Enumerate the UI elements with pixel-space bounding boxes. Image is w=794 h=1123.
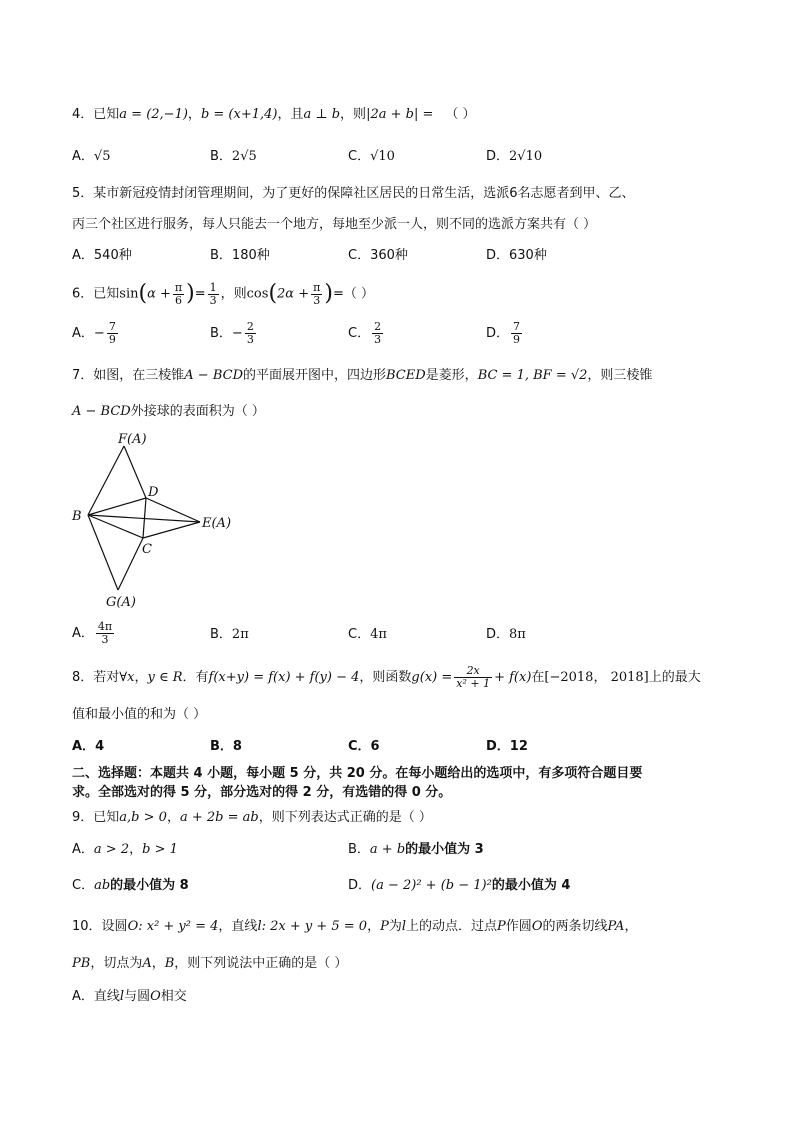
q7-option-a: A． $\frac{4\pi}{3}$ [72, 620, 113, 646]
pi-over-6-fraction: $\frac{\pi}{6}$ [174, 280, 183, 307]
q4-option-c: C．√10 [348, 149, 395, 164]
q6-option-c: C． $\frac{2}{3}$ [348, 320, 382, 346]
section-2-heading-line-1: 二、选择题：本题共 4 小题，每小题 5 分，共 20 分。在每小题给出的选项中，有多项符合题目要 [72, 766, 643, 781]
edge-FD [124, 446, 146, 498]
answer-paren: （ ） [445, 107, 476, 122]
section-2-heading-line-2: 求。全部选对的得 5 分，部分选对的得 2 分，有选错的得 0 分。 [72, 785, 452, 800]
edge-CG [118, 538, 143, 590]
q6-option-b: B．− $\frac{2}{3}$ [210, 320, 254, 346]
q8-option-c: C．6 [348, 739, 380, 754]
question-10-line-2: PB，切点为A，B，则下列说法中正确的是（ ） [72, 956, 348, 971]
label-C: C [142, 542, 152, 557]
q4-option-a: A．√5 [72, 149, 111, 164]
q5-option-b: B．180种 [210, 248, 270, 263]
label-B: B [72, 509, 82, 524]
question-4-stem: 4．已知a = (2,−1)，b = (x+1,4)，且a ⊥ b，则|2a + b| = （ ） [72, 107, 476, 122]
q6-option-a: A．− $\frac{7}{9}$ [72, 320, 116, 346]
question-7-line-2: A − BCD外接球的表面积为（ ） [72, 404, 265, 419]
g-fraction: $\frac{2x}{\text{x² + 1}}$ [456, 664, 491, 690]
q4-number: 4． [72, 107, 94, 122]
label-G: G(A) [106, 595, 136, 610]
q9-option-b: B．a + b的最小值为 3 [348, 842, 484, 857]
question-8-stem: 8．若对∀x，y ∈ R．有f(x+y) = f(x) + f(y) − 4，则函数g(x) = $\frac{2x}{\text{x² + 1}}$ + f(x)在[−2018， 2018]上的最大 [72, 664, 701, 690]
edge-BD [88, 498, 146, 515]
q5-option-c: C．360种 [348, 248, 408, 263]
question-5-line-1: 5．某市新冠疫情封闭管理期间，为了更好的保障社区居民的日常生活，选派6名志愿者到甲、乙、 [72, 186, 635, 201]
q5-option-a: A．540种 [72, 248, 132, 263]
one-third-fraction: $\frac{1}{3}$ [209, 280, 217, 307]
q7-option-c: C．4π [348, 627, 387, 642]
question-10-line-1: 10．设圆O: x² + y² = 4，直线l: 2x + y + 5 = 0，P为l上的动点．过点P作圆O的两条切线PA， [72, 919, 638, 934]
question-8-line-2: 值和最小值的和为（ ） [72, 707, 207, 722]
q7-option-b: B．2π [210, 627, 249, 642]
question-5-line-2: 丙三个社区进行服务，每人只能去一个地方，每地至少派一人，则不同的选派方案共有（ ） [72, 217, 597, 232]
vector-a-definition: a = (2,−1) [119, 107, 188, 122]
q9-option-a: A．a > 2，b > 1 [72, 842, 178, 857]
q4-option-d: D．2√10 [486, 149, 543, 164]
q6-option-d: D． $\frac{7}{9}$ [486, 320, 521, 346]
q5-option-d: D．630种 [486, 248, 547, 263]
question-6-stem: 6．已知sin(α + $\frac{\pi}{6}$ )= $\frac{1}{3}$ ，则cos(2α + $\frac{\pi}{3}$ )=（ ） [72, 280, 374, 307]
q8-option-d: D．12 [486, 739, 528, 754]
q4-option-b: B．2√5 [210, 149, 257, 164]
edge-CE [143, 522, 200, 538]
vector-magnitude-expression: |2a + b| = [366, 107, 434, 122]
vector-b-definition: b = (x+1,4) [200, 107, 278, 122]
label-D: D [148, 485, 159, 500]
q10-option-a: A．直线l与圆O相交 [72, 989, 187, 1004]
label-E: E(A) [202, 516, 232, 531]
edge-DE [146, 498, 200, 522]
label-F: F(A) [118, 432, 147, 447]
q7-option-d: D．8π [486, 627, 526, 642]
perpendicular-condition: a ⊥ b [303, 107, 341, 122]
q9-option-c: C．ab的最小值为 8 [72, 878, 189, 893]
question-9-stem: 9．已知a,b > 0，a + 2b = ab，则下列表达式正确的是（ ） [72, 810, 432, 825]
q8-option-a: A．4 [72, 739, 105, 754]
edge-FB [88, 446, 124, 515]
question-7-line-1: 7．如图，在三棱锥A − BCD的平面展开图中，四边形BCED是菱形，BC = 1, BF = √2，则三棱锥 [72, 368, 653, 383]
q9-option-d: D．(a − 2)² + (b − 1)²的最小值为 4 [348, 878, 571, 893]
q8-option-b: B．8 [210, 739, 242, 754]
pi-over-3-fraction: $\frac{\pi}{3}$ [313, 280, 321, 307]
